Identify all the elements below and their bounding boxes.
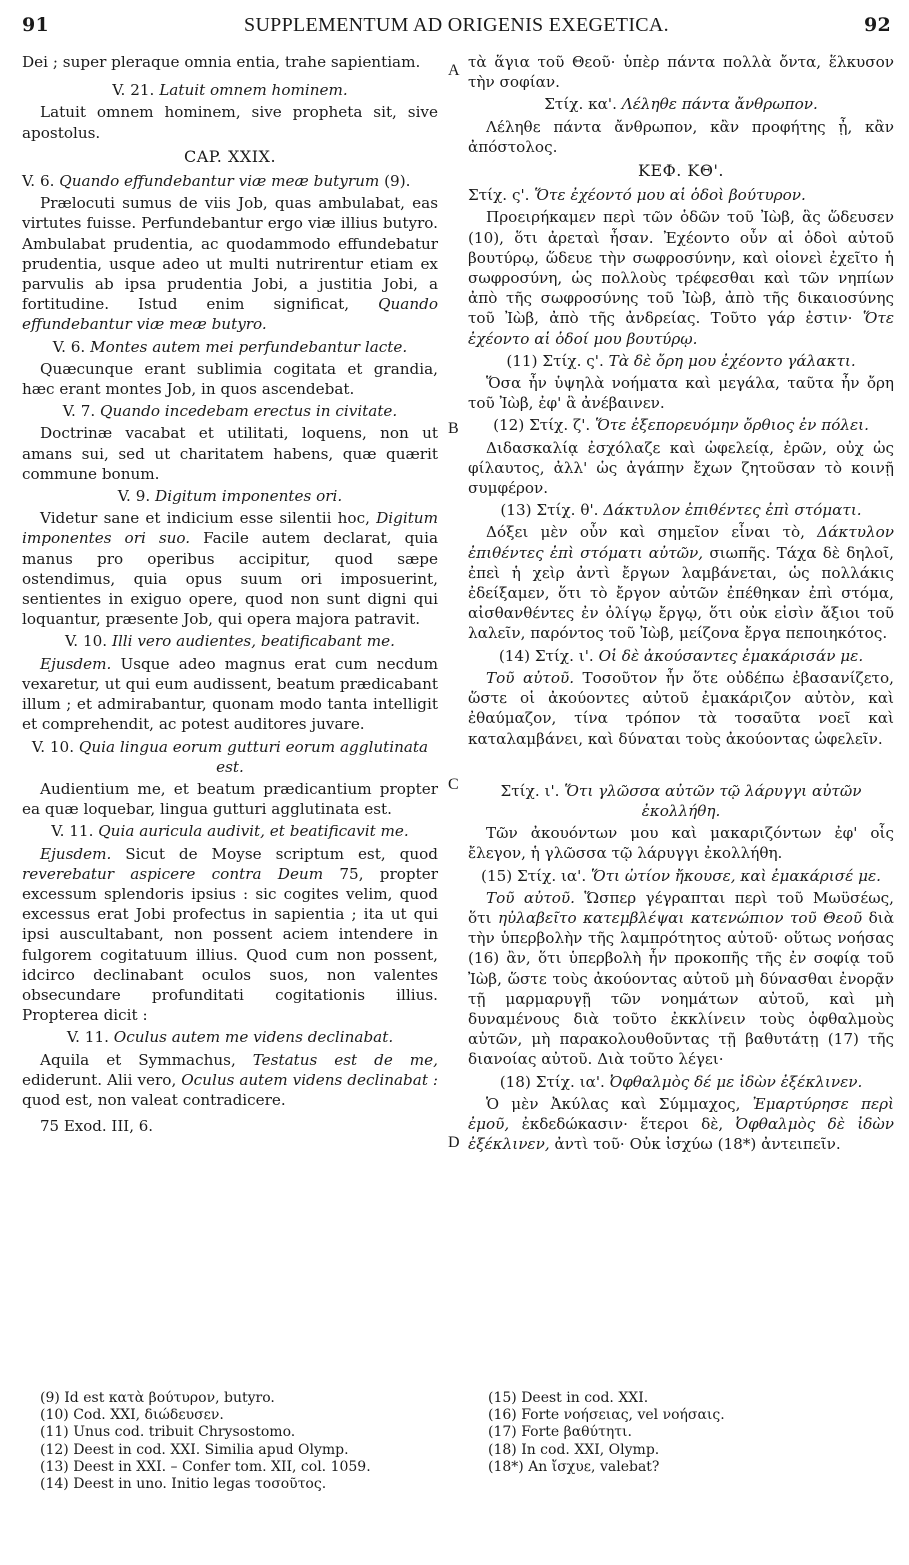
- greek-text: Δόξει μὲν οὖν καὶ σημεῖον εἶναι τὸ, Δάκτυλον ἐπιθέντες ἐπὶ στόματι αὐτῶν, σιωπῆς. Τάχα δὲ δηλοῖ, ἐπεὶ ἡ χεὶρ ἀντὶ ἔργων λαμβάνεται, ὡς πολλάκις ἐδείξαμεν, ὅτι τὸ ἔργον αὐτῶν ἐπέθηκαν ἐπὶ στόμα, αἰσθανθέντες ἐν ὀλίγῳ ἔργῳ, ὅτι οὐκ εἰσὶν ἄξιοι τοῦ λαλεῖν, παρόντος τοῦ Ἰὼβ, μείζονα ἔργα πεποιηκότος.: [468, 523, 894, 643]
- greek-text: τὰ ἅγια τοῦ Θεοῦ· ὑπὲρ πάντα πολλὰ ὄντα, ἕλκυσον τὴν σοφίαν.: [468, 53, 894, 92]
- latin-text: Doctrinæ vacabat et utilitati, loquens, non ut amans sui, sed ut charitatem habens, quæ quærit commune bonum.: [22, 424, 438, 483]
- footnotes-left: [40, 1390, 440, 1493]
- greek-text: Λέληθε πάντα ἄνθρωπον, κἂν προφήτης ᾖ, κἂν ἀπόστολος.: [468, 117, 894, 156]
- greek-verse-heading: (12) Στίχ. ζ'. Ὅτε ἐξεπορευόμην ὄρθιος ἐν πόλει.: [493, 416, 869, 435]
- column-gap: [468, 749, 894, 779]
- latin-text: Prælocuti sumus de viis Job, quas ambulabat, eas virtutes fuisse. Perfundebantur ergo viæ illius butyro. Ambulabat prudentia, ac quodammodo effundebatur prudentia, usque adeo ut multi nutrirentur etiam ex parvulis ab ipsa prudentia Jobi, a justitia Jobi, a fortitudine. Istud enim significat, Quando effundebantur viæ meæ butyro.: [22, 194, 438, 334]
- latin-text: Latuit omnem hominem, sive propheta sit, sive apostolus.: [22, 103, 438, 142]
- latin-verse-heading: V. 11. Quia auricula audivit, et beatificavit me.: [51, 822, 409, 841]
- latin-text: Dei ; super pleraque omnia entia, trahe sapientiam.: [22, 53, 421, 71]
- page-number-left: 91: [22, 14, 50, 36]
- greek-verse-heading: (13) Στίχ. θ'. Δάκτυλον ἐπιθέντες ἐπὶ στόματι.: [500, 501, 862, 520]
- latin-text: Audientium me, et beatum prædicantium propter ea quæ loquebar, lingua gutturi agglutinata est.: [22, 779, 438, 819]
- greek-verse-heading: (15) Στίχ. ια'. Ὅτι ὠτίον ἤκουσε, καὶ ἐμακάρισέ με.: [481, 866, 881, 885]
- latin-text: Quæcunque erant sublimia cogitata et grandia, hæc erant montes Job, in quos ascendebat.: [22, 359, 438, 399]
- latin-text: Ejusdem. Usque adeo magnus erat cum necdum vexaretur, ut qui eum audissent, beatum prædicabant illum ; et admirabantur, quonam modo tanta intelligit et comprehendit, ac potest auditores juvare.: [22, 654, 438, 734]
- greek-text: Τοῦ αὐτοῦ. Ὥσπερ γέγραπται περὶ τοῦ Μωϋσέως, ὅτι ηὐλαβεῖτο κατεμβλέψαι κατενώπιον τοῦ Θεοῦ διὰ τὴν ὑπερβολὴν τῆς λαμπρότητος αὐτοῦ· οὕτως νοήσας (16) ἂν, ὅτι ὑπερβολὴ ἦν προκοπῆς τῆς ἐν σοφίᾳ τοῦ Ἰὼβ, ὥστε τοὺς ἀκούοντας αὐτοῦ μὴ δύνασθαι ἐνορᾷν τῇ μαρμαρυγῇ τῶν νοημάτων αὐτοῦ, καὶ μὴ δυναμένους διὰ τοῦτο ἐκκλίνειν τοὺς ὀφθαλμοὺς αὐτῶν, μὴ παρακολουθοῦντας τῇ βαθυτάτῃ (17) τῆς διανοίας αὐτοῦ. Διὰ τοῦτο λέγει·: [468, 888, 894, 1069]
- margin-letter-a: A: [448, 62, 460, 79]
- greek-text: Τῶν ἀκουόντων μου καὶ μακαριζόντων ἐφ' οἷς ἔλεγον, ἡ γλῶσσα τῷ λάρυγγι ἐκολλήθη.: [468, 824, 894, 863]
- greek-verse-heading: Στίχ. ι'. Ὅτι γλῶσσα αὐτῶν τῷ λάρυγγι αὐτῶν ἐκολλήθη.: [500, 781, 862, 820]
- footnote: (18*) An ἴσχυε, valebat?: [488, 1458, 660, 1475]
- footnote: (12) Deest in cod. XXI. Similia apud Olymp.: [40, 1441, 349, 1458]
- footnote: (10) Cod. XXI, διώδευσεν.: [40, 1407, 224, 1424]
- greek-verse-heading: Στίχ. κα'. Λέληθε πάντα ἄνθρωπον.: [544, 95, 818, 114]
- greek-text: Προειρήκαμεν περὶ τῶν ὁδῶν τοῦ Ἰὼβ, ἃς ὥδευσεν (10), ὅτι ἀρεταὶ ἦσαν. Ἐχέοντο οὖν αἱ ὁδοὶ αὐτοῦ βουτύρῳ, ὥδευε τὴν σωφροσύνην, καὶ οἱονεὶ ἐχεῖτο ἡ σωφροσύνη, ὡς πολλοὺς τρέφεσθαι καὶ τῶν νηπίων ἀπὸ τῆς σωφροσύνης τοῦ Ἰὼβ, ἀπὸ τῆς δικαιοσύνης τοῦ Ἰὼβ, ἀπὸ τῆς ἀνδρείας. Τοῦτο γάρ ἐστιν· Ὅτε ἐχέοντο αἱ ὁδοί μου βουτύρῳ.: [468, 208, 894, 348]
- greek-verse-heading: (18) Στίχ. ια'. Ὀφθαλμὸς δέ με ἰδὼν ἐξέκλινεν.: [499, 1072, 863, 1091]
- greek-column: [468, 52, 894, 1154]
- footnote: (11) Unus cod. tribuit Chrysostomo.: [40, 1424, 296, 1441]
- page-number-right: 92: [863, 14, 891, 36]
- latin-verse-heading: V. 6. Montes autem mei perfundebantur lacte.: [52, 337, 408, 356]
- running-header: [22, 14, 891, 40]
- footnote: (18) In cod. XXI, Olymp.: [488, 1441, 660, 1458]
- greek-verse-heading: Στίχ. ς'. Ὅτε ἐχέοντό μου αἱ ὁδοὶ βούτυρον.: [468, 186, 806, 205]
- latin-verse-heading: V. 11. Oculus autem me videns declinabat.: [66, 1028, 394, 1047]
- footnote: (15) Deest in cod. XXI.: [488, 1390, 649, 1406]
- chapter-heading-greek: ΚΕΦ. ΚΘ'.: [638, 161, 724, 181]
- greek-verse-heading: (14) Στίχ. ι'. Οἱ δὲ ἀκούσαντες ἐμακάρισάν με.: [498, 646, 864, 665]
- greek-text: Ὁ μὲν Ἀκύλας καὶ Σύμμαχος, Ἐμαρτύρησε περὶ ἐμοῦ, ἐκδεδώκασιν· ἕτεροι δὲ, Ὀφθαλμὸς δὲ ἰδὼν ἐξέκλινεν, ἀντὶ τοῦ· Οὐκ ἰσχύω (18*) ἀντειπεῖν.: [468, 1094, 894, 1154]
- latin-text: Ejusdem. Sicut de Moyse scriptum est, quod reverebatur aspicere contra Deum 75, propter excessum splendoris ipsius : sic cogites velim, quod excessus erat Jobi profectus in sapientia ; ita ut qui ipsi auscultabant, non possent aciem intendere in fulgorem cogitatuum illius. Quod cum non possent, idcirco declinabant oculos suos, non valentes obsecundare profunditati cogitationis illius. Propterea dicit :: [22, 844, 438, 1025]
- latin-text: Videtur sane et indicium esse silentii hoc, Digitum imponentes ori suo. Facile autem declarat, quia manus pro operibus accipitur, quod sæpe ostendimus, quia opus suum ori imposuerint, sentientes in exiguo opere, quod non sunt digni qui loquantur, præsente Job, qui opera majora patravit.: [22, 509, 438, 629]
- greek-verse-heading: (11) Στίχ. ς'. Τὰ δὲ ὄρη μου ἐχέοντο γάλακτι.: [506, 351, 856, 370]
- footnotes-right: [488, 1390, 888, 1476]
- footnote: (14) Deest in uno. Initio legas τοσοῦτος.: [40, 1476, 327, 1493]
- latin-verse-heading: V. 10. Illi vero audientes, beatificabant me.: [65, 632, 395, 651]
- latin-note: 75 Exod. III, 6.: [40, 1117, 154, 1136]
- margin-letter-c: C: [448, 776, 459, 793]
- footnote: (16) Forte νοήσειας, vel νοήσαις.: [488, 1407, 725, 1424]
- greek-text: Διδασκαλίᾳ ἐσχόλαζε καὶ ὠφελείᾳ, ἐρῶν, οὐχ ὡς φίλαυτος, ἀλλ' ὡς ἀγάπην ἔχων ζητοῦσαν τὸ κοινῇ συμφέρον.: [468, 438, 894, 498]
- greek-text: Ὅσα ἦν ὑψηλὰ νοήματα καὶ μεγάλα, ταῦτα ἦν ὄρη τοῦ Ἰὼβ, ἐφ' ἃ ἀνέβαινεν.: [468, 374, 894, 413]
- greek-text: Τοῦ αὐτοῦ. Τοσοῦτον ἦν ὅτε οὐδέπω ἐβασανίζετο, ὥστε οἱ ἀκούοντες αὐτοῦ ἐμακάριζον αὐτὸν, καὶ ἐθαύμαζον, τίνα τρόπον τὰ τοσαῦτα νοεῖ καὶ καταλαμβάνει, καὶ δύναται τοὺς ἀκούοντας ὠφελεῖν.: [468, 668, 894, 748]
- margin-letter-d: D: [448, 1134, 460, 1151]
- latin-verse-heading: V. 6. Quando effundebantur viæ meæ butyrum (9).: [22, 172, 411, 191]
- latin-column: [22, 52, 438, 1136]
- footnote: (17) Forte βαθύτητι.: [488, 1424, 632, 1441]
- footnote: (9) Id est κατὰ βούτυρον, butyro.: [40, 1390, 275, 1406]
- running-title: SUPPLEMENTUM AD ORIGENIS EXEGETICA.: [244, 14, 669, 36]
- latin-verse-heading: V. 10. Quia lingua eorum gutturi eorum agglutinata est.: [31, 737, 429, 776]
- chapter-heading-latin: CAP. XXIX.: [183, 146, 277, 166]
- latin-verse-heading: V. 21. Latuit omnem hominem.: [112, 81, 348, 100]
- latin-verse-heading: V. 9. Digitum imponentes ori.: [117, 487, 343, 506]
- margin-letter-b: B: [448, 420, 459, 437]
- latin-text: Aquila et Symmachus, Testatus est de me, ediderunt. Alii vero, Oculus autem videns declinabat : quod est, non valeat contradicere.: [22, 1050, 438, 1109]
- footnote: (13) Deest in XXI. – Confer tom. XII, col. 1059.: [40, 1458, 371, 1475]
- latin-verse-heading: V. 7. Quando incedebam erectus in civitate.: [62, 402, 398, 421]
